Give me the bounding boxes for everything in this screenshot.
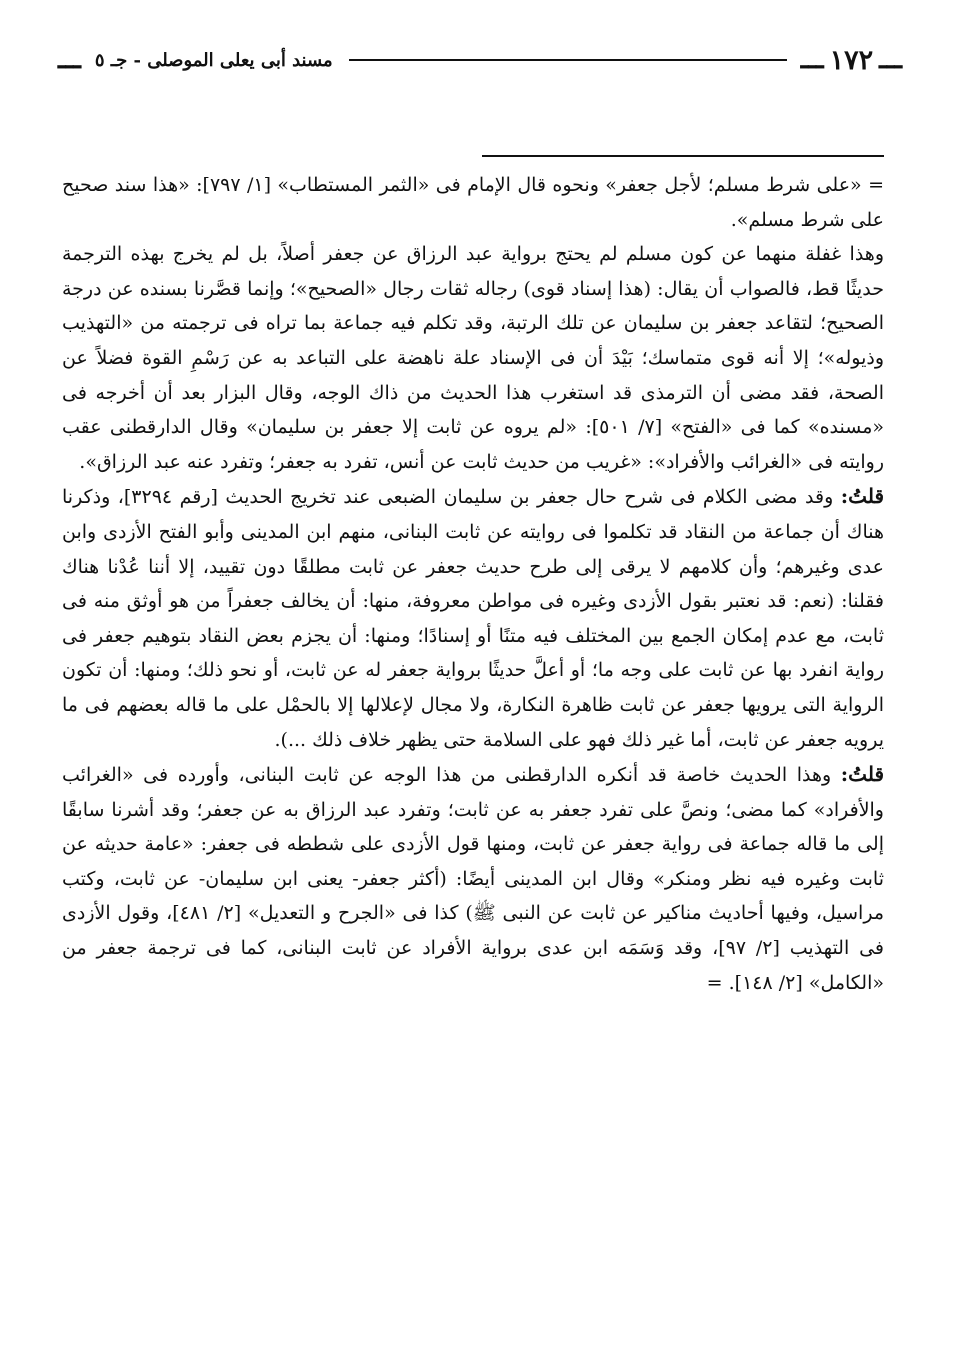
paragraph [62,757,884,1000]
paragraph-lead: قلتُ: [840,484,884,509]
running-header [52,40,908,80]
header-dash-left: ـــ [58,45,81,75]
body-text [62,168,884,1000]
paragraph-text: وقد مضى الكلام فى شرح حال جعفر بن سليمان الضبعى عند تخريج الحديث [رقم ٣٢٩٤]، وذكرنا هناك أن جماعة من النقاد قد تكلموا فى روايته عن ثابت البنانى، منهم ابن المدينى وأبو الفتح الأزدى وابن عدى وغيرهم؛ وأن كلامهم لا يرقى إلى طرح حديث جعفر عن ثابت مطلقًا دون تقييد، إلا أننا عُدْنا هناك فقلنا: (نعم: قد نعتبر بقول الأزدى وغيره فى مواطن معروفة، منها: أن يخالف جعفراً من هو أوثق منه فى ثابت، مع عدم إمكان الجمع بين المختلف فيه متنًا أو إسنادًا؛ ومنها: أن يجزم بعض النقاد بتوهيم جعفر فى رواية انفرد بها عن ثابت على وجه ما؛ أو أعلَّ حديثًا برواية جعفر له عن ثابت، أو نحو ذلك؛ ومنها: أن تكون الرواية التى يرويها جعفر عن ثابت ظاهرة النكارة، ولا مجال لإعلالها إلا بالحمْل على ما قاله بعضهم فى ما يرويه جعفر عن ثابت، أما غير ذلك فهو على السلامة حتى يظهر خلاف ذلك ...). [62,486,884,751]
paragraph-text: = «على شرط مسلم؛ لأجل جعفر» ونحوه قال الإمام فى «الثمر المستطاب» [١/ ٧٩٧]: «هذا سند صحيح على شرط مسلم». [62,174,884,231]
paragraph [62,237,884,479]
footnote-separator [482,155,884,157]
paragraph-text: وهذا الحديث خاصة قد أنكره الدارقطنى من هذا الوجه عن ثابت البنانى، وأورده فى «الغرائب والأفراد» كما مضى؛ ونصَّ على تفرد جعفر به عن ثابت؛ وتفرد عبد الرزاق به عن جعفر؛ وقد أشرنا سابقًا إلى ما قاله جماعة فى رواية جعفر عن ثابت، ومنها قول الأزدى على شططه فى جعفر: «عامة حديثه عن ثابت وغيره فيه نظر ومنكر» وقال ابن المدينى أيضًا: (أكثر جعفر- يعنى ابن سليمان- عن ثابت، وكتب مراسيل، وفيها أحاديث مناكير عن ثابت عن النبى ﷺ) كذا فى «الجرح و التعديل» [٢/ ٤٨١]، وقول الأزدى فى التهذيب [٢/ ٩٧]، وقد وَسَمَه ابن عدى برواية الأفراد عن ثابت البنانى، كما فى ترجمة جعفر من «الكامل» [٢/ ١٤٨]. = [62,764,885,994]
paragraph [62,168,884,237]
header-dash-right: ـــ [879,45,902,75]
paragraph-text: وهذا غفلة منهما عن كون مسلم لم يحتج برواية عبد الرزاق عن جعفر أصلاً، بل لم يخرج بهذه الترجمة حديثًا قط، فالصواب أن يقال: (هذا إسناد قوى) رجاله ثقات رجال «الصحيح»؛ وإنما قصَّرنا بسنده عن درجة الصحيح؛ لتقاعد جعفر بن سليمان عن تلك الرتبة، وقد تكلم فيه جماعة بما تراه فى ترجمته من «التهذيب وذيوله»؛ إلا أنه قوى متماسك؛ بَيْدَ أن فى الإسناد علة ناهضة على التباعد به عن رَسْمِ القوة فضلاً عن الصحة، فقد مضى أن الترمذى قد استغرب هذا الحديث من ذاك الوجه، وقال البزار بعد أن أخرجه فى «مسنده» كما فى «الفتح» [٧/ ٥٠١]: «لم يروه عن ثابت إلا جعفر بن سليمان» وقال الدارقطنى عقب روايته فى «الغرائب والأفراد»: «غريب من حديث ثابت عن أنس، تفرد به جعفر؛ وتفرد عنه عبد الرزاق». [62,243,884,473]
header-dash-mid: ـــ [800,45,824,75]
running-title: مسند أبى يعلى الموصلى - جـ ٥ [94,49,333,71]
paragraph [62,479,884,757]
page-number: ١٧٢ [829,44,874,76]
paragraph-lead: قلتُ: [840,762,884,787]
header-rule [349,59,787,61]
